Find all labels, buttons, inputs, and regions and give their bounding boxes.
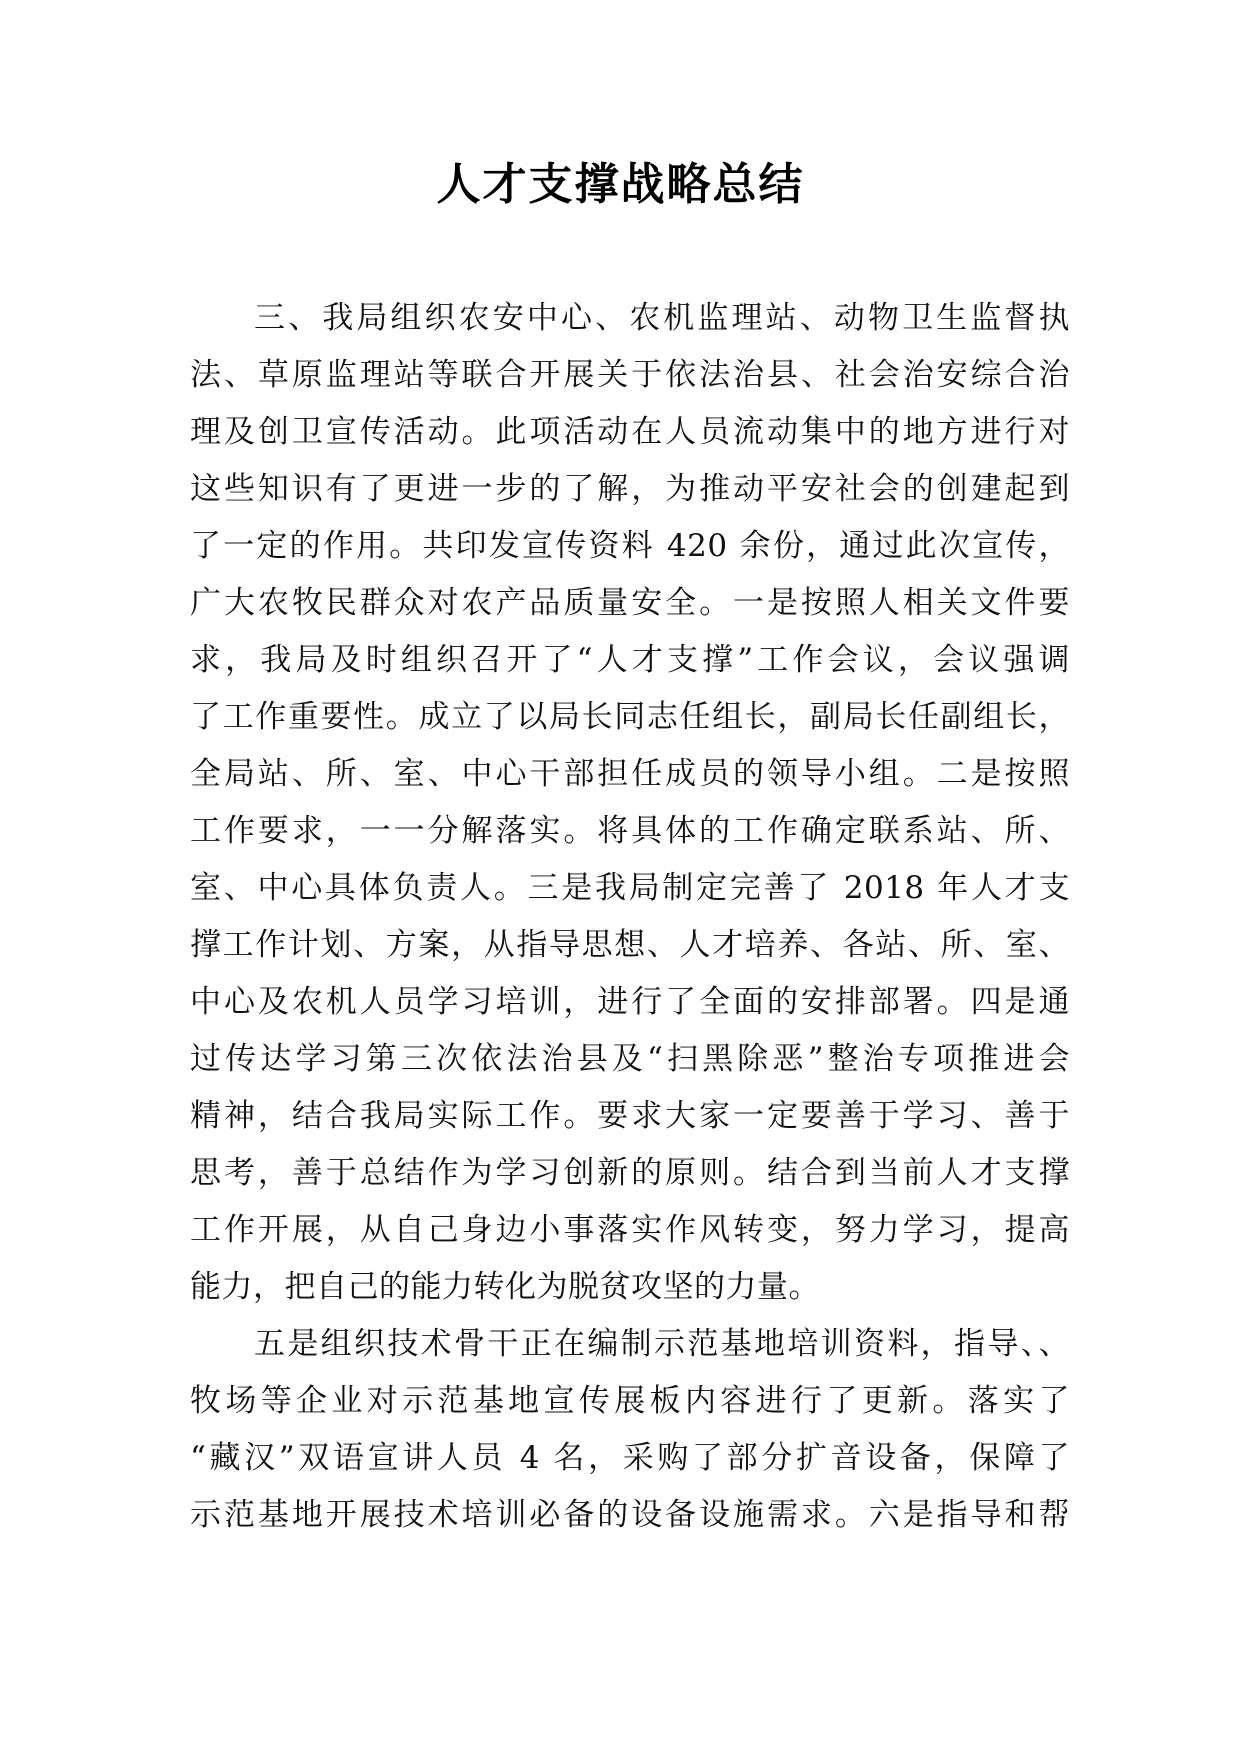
paragraph-2 [190,1316,1070,1544]
paragraph-line: 法、草原监理站等联合开展关于依法治县、社会治安综合治 [190,357,1070,393]
paragraph-line: 牧场等企业对示范基地宣传展板内容进行了更新。落实了 [190,1383,1070,1419]
paragraph-line: 示范基地开展技术培训必备的设备设施需求。六是指导和帮 [190,1497,1070,1533]
paragraph-line: 过传达学习第三次依法治县及“扫黑除恶”整治专项推进会 [190,1041,1070,1077]
paragraph-line: 精神，结合我局实际工作。要求大家一定要善于学习、善于 [190,1098,1070,1134]
paragraph-line: 全局站、所、室、中心干部担任成员的领导小组。二是按照 [190,756,1070,792]
paragraph-line: 思考，善于总结作为学习创新的原则。结合到当前人才支撑 [190,1155,1070,1191]
paragraph-1 [190,290,1070,1316]
paragraph-line: 撑工作计划、方案，从指导思想、人才培养、各站、所、室、 [190,927,1070,963]
paragraph-line: “藏汉”双语宣讲人员 4 名，采购了部分扩音设备，保障了 [190,1440,1070,1476]
paragraph-line: 五是组织技术骨干正在编制示范基地培训资料，指导、、 [254,1326,1070,1362]
paragraph-line: 广大农牧民群众对农产品质量安全。一是按照人相关文件要 [190,585,1070,621]
paragraph-line: 中心及农机人员学习培训，进行了全面的安排部署。四是通 [190,984,1070,1020]
paragraph-line: 这些知识有了更进一步的了解，为推动平安社会的创建起到 [190,471,1070,507]
document-title: 人才支撑战略总结 [436,159,805,210]
paragraph-line: 三、我局组织农安中心、农机监理站、动物卫生监督执 [254,300,1070,336]
paragraph-line: 理及创卫宣传活动。此项活动在人员流动集中的地方进行对 [190,414,1070,450]
paragraph-line: 了一定的作用。共印发宣传资料 420 余份，通过此次宣传， [190,528,1070,564]
paragraph-line: 了工作重要性。成立了以局长同志任组长，副局长任副组长， [190,699,1070,735]
paragraph-line: 工作开展，从自己身边小事落实作风转变，努力学习，提高 [190,1212,1070,1248]
paragraph-line: 工作要求，一一分解落实。将具体的工作确定联系站、所、 [190,813,1070,849]
paragraph-line: 求，我局及时组织召开了“人才支撑”工作会议，会议强调 [190,642,1070,678]
paragraph-line: 能力，把自己的能力转化为脱贫攻坚的力量。 [190,1269,820,1305]
paragraph-line: 室、中心具体负责人。三是我局制定完善了 2018 年人才支 [190,870,1070,906]
document-body [190,290,1070,1544]
